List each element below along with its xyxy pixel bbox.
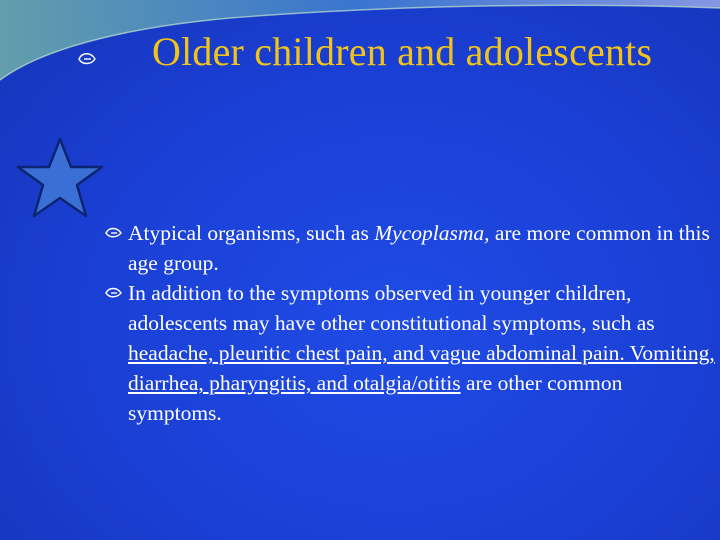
bullet-item bbox=[104, 278, 716, 428]
star-icon bbox=[14, 136, 106, 220]
organism-name: Mycoplasma, bbox=[374, 221, 490, 245]
bullet-text: are more common in this age group. bbox=[128, 221, 710, 275]
bullet-icon bbox=[104, 284, 124, 302]
bullet-text: are other common symptoms. bbox=[128, 371, 623, 425]
title-bullet-icon bbox=[76, 48, 98, 70]
slide-title: Older children and adolescents bbox=[152, 29, 653, 74]
slide-body bbox=[104, 218, 716, 428]
bullet-item bbox=[104, 218, 716, 278]
underlined-symptoms: headache, pleuritic chest pain, and vague abdominal pain. Vomiting, diarrhea, pharyngitis, and otalgia/otitis bbox=[128, 341, 715, 395]
bullet-icon bbox=[104, 224, 124, 242]
bullet-text: Atypical organisms, such as bbox=[128, 221, 375, 245]
bullet-text: In addition to the symptoms observed in younger children, adolescents may have other constitutional symptoms, such as bbox=[128, 281, 655, 335]
